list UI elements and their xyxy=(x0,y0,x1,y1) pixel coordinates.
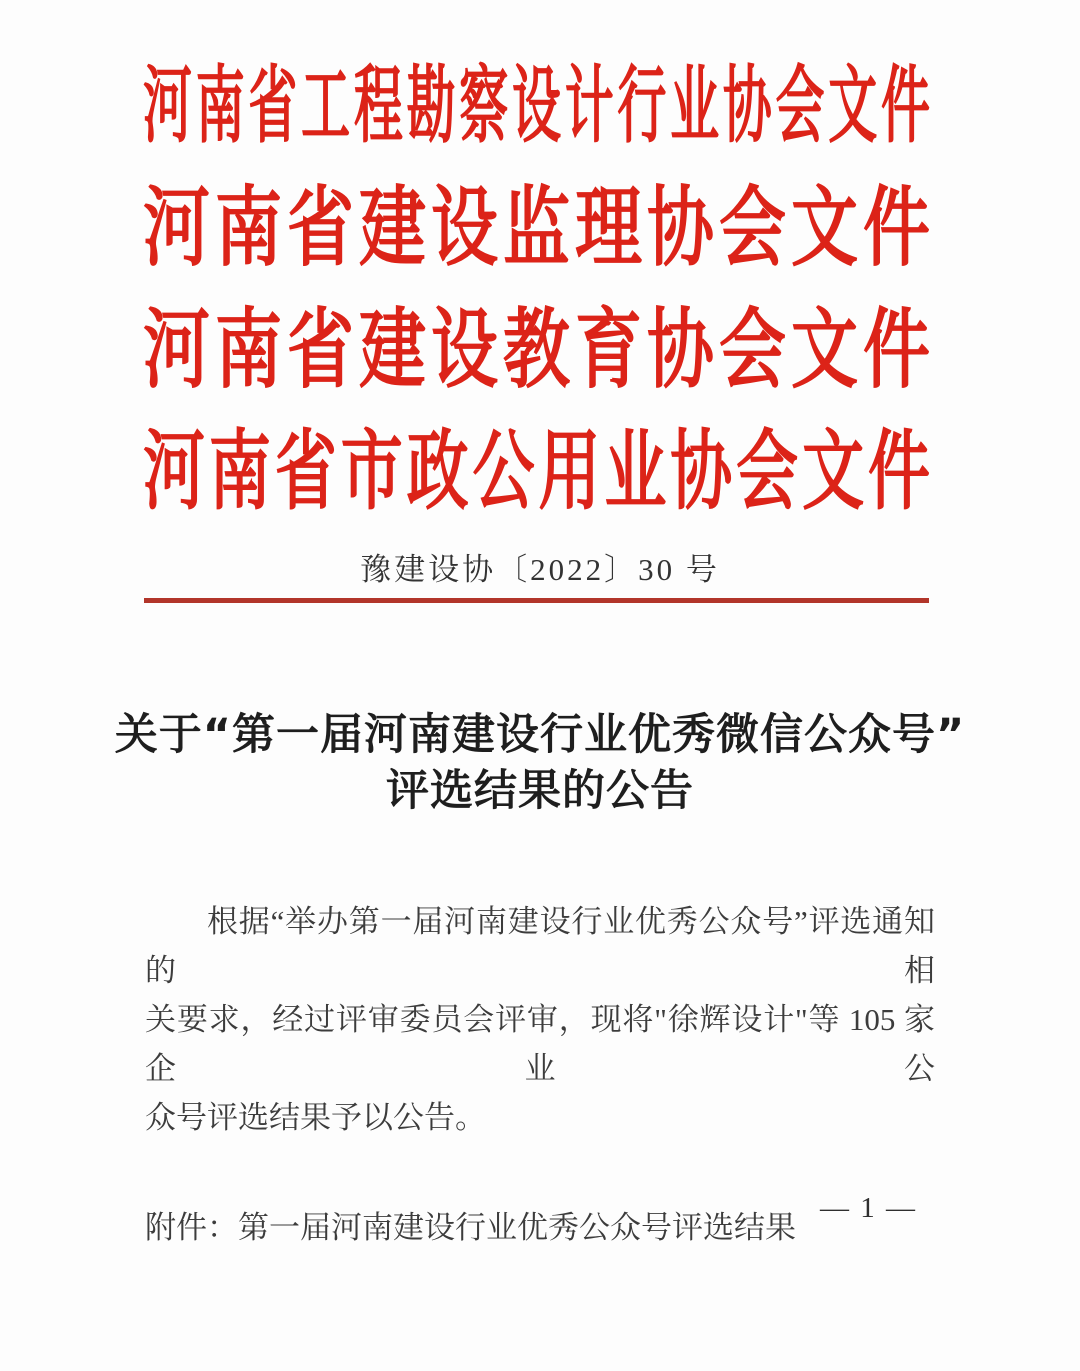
red-divider-rule xyxy=(144,598,929,603)
letterhead-org-line-1: 河南省工程勘察设计行业协会文件 xyxy=(143,58,930,154)
document-title-line-1: 关于“第一届河南建设行业优秀微信公众号” xyxy=(114,710,966,760)
document-title xyxy=(0,707,1080,819)
letterhead-org-line-3: 河南省建设教育协会文件 xyxy=(143,302,930,400)
letterhead-org-line-4: 河南省市政公用业协会文件 xyxy=(143,425,930,521)
page-number: — 1 — xyxy=(820,1192,917,1224)
attachment-line: 附件：第一届河南建设行业优秀公众号评选结果 xyxy=(145,1210,796,1245)
document-title-line-2: 评选结果的公告 xyxy=(386,766,694,816)
document-number: 豫建设协〔2022〕30 号 xyxy=(360,552,720,587)
letterhead-block xyxy=(0,0,1080,534)
body-line-3: 众号评选结果予以公告。 xyxy=(145,1100,486,1135)
body-line-1: 根据“举办第一届河南建设行业优秀公众号”评选通知的相 xyxy=(145,904,935,988)
body-paragraph xyxy=(145,897,935,1142)
letterhead-org-line-2: 河南省建设监理协会文件 xyxy=(143,180,930,278)
body-line-2: 关要求，经过评审委员会评审，现将"徐辉设计"等 105 家企业公 xyxy=(145,1002,935,1086)
